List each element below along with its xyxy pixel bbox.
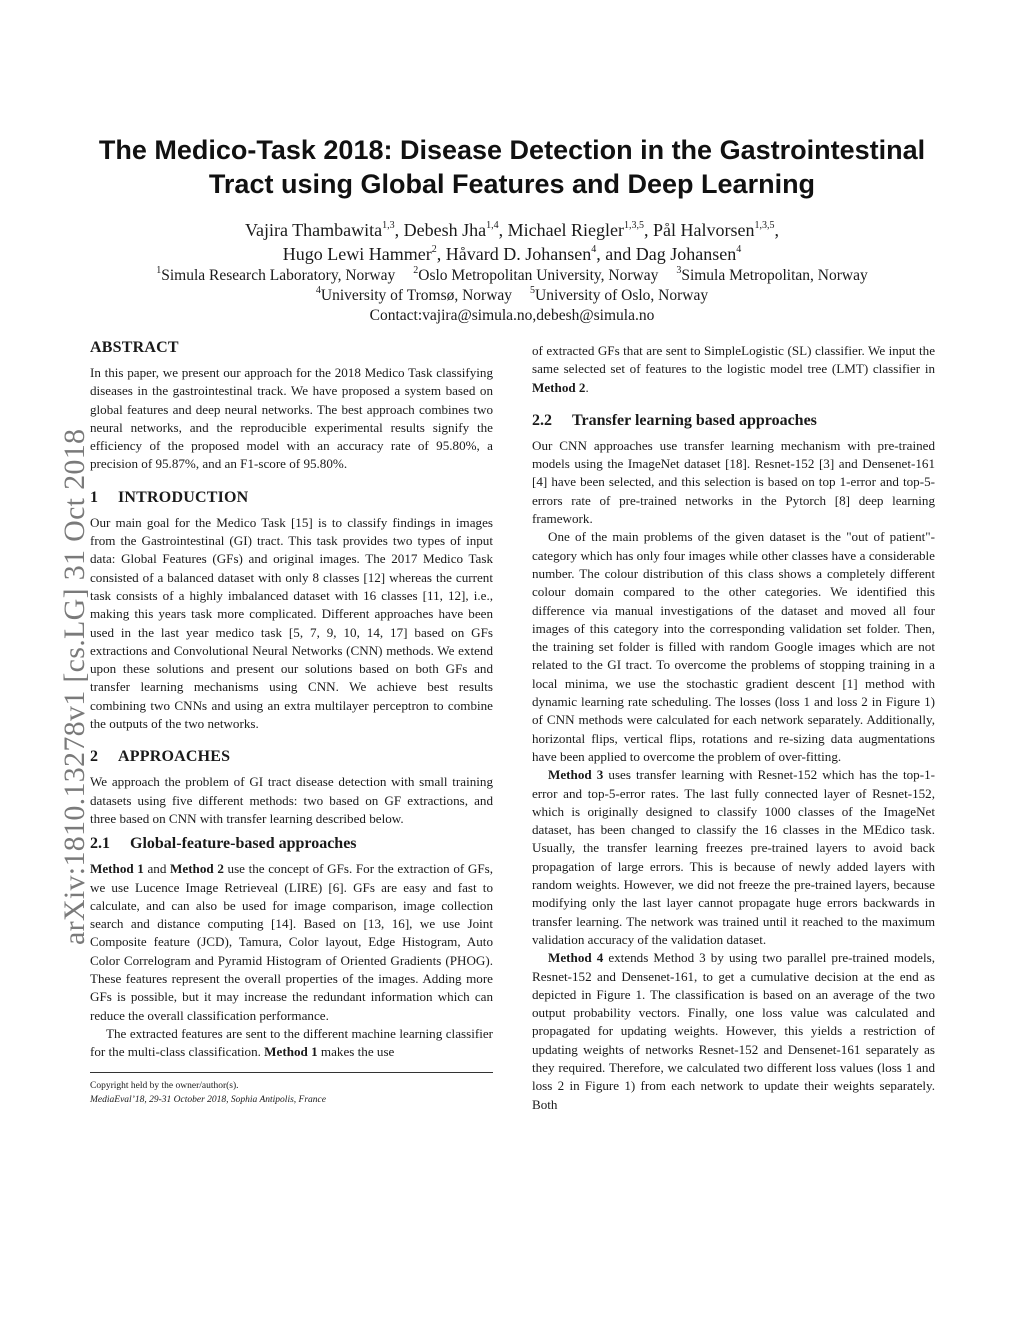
approaches-text: We approach the problem of GI tract disease detection with small training datasets using five different methods: two based on GF extractions, and three based on CNN with transfer learning described below. <box>90 774 493 826</box>
transfer-learning-paragraph-2: One of the main problems of the given dataset is the "out of patient"-category which has only four images while other classes have a considerable number. The colour distribution of this class shows a completely different colour domain compared to the other categories. We identified this difference via manual investigations of the dataset and moved all four images of this category into the corresponding validation set folder. Then, the training set folder is filled with random Google images which are not related to the GI tract. To overcome the problems of stopping training in a local minima, we use the stochastic gradient descent [1] method with dynamic learning rate scheduling. The losses (loss 1 and loss 2 in Figure 1) of CNN methods were calculated for each network separately. Additionally, horizontal flips, vertical flips, rotations and re-sizing data augmentations have been applied to overcome the problem of over-fitting. <box>532 529 935 764</box>
author-name: Håvard D. Johansen <box>445 244 592 264</box>
abstract-text: In this paper, we present our approach for the 2018 Medico Task classifying diseases in the gastrointestinal track. We have proposed a system based on global features and deep neural networks. The best approach combines two neural networks, and the reproducible experimental results signify the efficiency of the proposed model with an accuracy rate of 95.80%, a precision of 95.87%, and an F1-score of 95.80%. <box>90 365 493 472</box>
contact-email[interactable]: Contact:vajira@simula.no,debesh@simula.no <box>369 307 655 324</box>
author-name: Hugo Lewi Hammer <box>282 244 432 264</box>
copyright-note: Copyright held by the owner/author(s). <box>90 1080 239 1091</box>
author-affil-sup: 4 <box>591 244 597 255</box>
author-name: Michael Riegler <box>507 220 625 240</box>
global-features-paragraph-1: Method 1 and Method 2 use the concept of GFs. For the extraction of GFs, we use Lucence Image Retrieveal (LIRE) [6]. GFs are easy and fast to calculate, and can also be used for image comparison, image collection search and distance computing [14]. Based on [13, 16], we use Joint Composite feature (JCD), Tamura, Color layout, Edge Histogram, Auto Color Correlogram and Pyramid Histogram of Oriented Gradients (PHOG). These features represent the overall properties of the images. Adding more GFs is possible, but it may increase the redundant information which can reduce the overall classification performance. <box>90 861 494 1023</box>
venue-note: MediaEval’18, 29-31 October 2018, Sophia Antipolis, France <box>90 1094 326 1105</box>
section-heading-introduction: 1 INTRODUCTION <box>90 488 249 506</box>
author-name: Dag Johansen <box>635 244 737 264</box>
footnote <box>90 1079 493 1107</box>
subsection-heading-global-features: 2.1 Global-feature-based approaches <box>90 835 357 853</box>
author-affil-sup: 4 <box>736 244 742 255</box>
author-affil-sup: 1,3 <box>382 220 395 231</box>
arxiv-id: arXiv:1810.13278v1 [cs.LG] 31 Oct 2018 <box>58 428 91 945</box>
affiliation-line-2: $^4$University of Tromsø, Norway $^5$University of Oslo, Norway <box>315 284 709 304</box>
affiliation: Oslo Metropolitan University, Norway <box>418 267 659 284</box>
author-affil-sup: 1,3,5 <box>624 220 645 231</box>
arxiv-stamp <box>22 350 91 950</box>
global-features-paragraph-2: The extracted features are sent to the different machine learning classifier for the multi-class classification. Method 1 makes the use <box>90 1025 493 1060</box>
author-name: Pål Halvorsen <box>653 220 755 240</box>
abstract-heading: ABSTRACT <box>90 339 179 356</box>
section-heading-approaches: 2 APPROACHES <box>90 748 231 766</box>
footnote-divider <box>90 1072 493 1073</box>
subsection-heading-transfer-learning: 2.2 Transfer learning based approaches <box>532 411 817 429</box>
author-affil-sup: 2 <box>431 244 437 255</box>
title-line-1: The Medico-Task 2018: Disease Detection in the Gastrointestinal <box>98 135 926 165</box>
left-column <box>90 338 493 1107</box>
author-name: Vajira Thambawita <box>244 220 383 240</box>
author-line-1: Vajira Thambawita$^{1,3}$, Debesh Jha$^{1,4}$, Michael Riegler$^{1,3,5}$, Pål Halvorsen$^{1,3,5}$, <box>244 220 780 240</box>
method-4-paragraph: Method 4 extends Method 3 by using two parallel pre-trained models, Resnet-152 and Densenet-161, to get a cumulative decision at the end as depicted in Figure 1. The classification is based on an average of the two output probability vectors. Finally, one loss value was calculated and propagated for updating weights. However, this yields a restriction of updating weights of networks Resnet-152 and Densenet-161 separately as they required. Therefore, we calculated two different loss values (loss 1 and loss 2 in Figure 1) from each network to update their weights separately. Both <box>532 950 935 1112</box>
affiliation: University of Tromsø, Norway <box>320 287 513 304</box>
author-affil-sup: 1,4 <box>486 220 499 231</box>
affiliation: Simula Research Laboratory, Norway <box>161 267 396 284</box>
affiliation-line-1: $^1$Simula Research Laboratory, Norway $^2$Oslo Metropolitan University, Norway $^3$Simula Metropolitan, Norway <box>156 264 868 284</box>
author-affil-sup: 1,3,5 <box>754 220 775 231</box>
affiliation: University of Oslo, Norway <box>535 287 709 304</box>
affiliation: Simula Metropolitan, Norway <box>681 267 868 284</box>
right-column <box>532 342 935 1114</box>
paper-title <box>60 133 964 201</box>
method-3-paragraph: Method 3 uses transfer learning with Resnet-152 which has the top-1-error and top-5-error rates. The last fully connected layer of Resnet-152, which is originally designed to classify 1000 classes of the ImageNet dataset, has been changed to classify the 16 classes in the MEdico task. Usually, the transfer learning freezes pre-trained layers to avoid back propagation of large errors. This is because of newly added layers with random weights. However, we did not freeze the pre-trained layers, because modifying only the last layer cannot propagate huge errors backwards in transfer learning. The network was trained until it reached to the maximum validation accuracy of the validation dataset. <box>532 767 935 947</box>
title-line-2: Tract using Global Features and Deep Learning <box>208 169 816 199</box>
introduction-text: Our main goal for the Medico Task [15] is to classify findings in images from the Gastrointestinal (GI) tract. This task provides two types of input data: Global Features (GFs) and original images. The 2017 Medico Task consisted of a balanced dataset with only 8 classes [12] whereas the current task consists of a highly imbalanced dataset with 16 classes [11, 12], i.e., making this years task more complicated. Different approaches have been used in the last year medico task [5, 7, 9, 10, 14, 17] based on GFs extractions and Convolutional Neural Networks (CNN) methods. We extend upon these solutions and present our solutions based on both GFs and transfer learning mechanisms using CNN. We achieve best results combining two CNNs and using an extra multilayer perceptron to combine the outputs of the two networks. <box>90 514 493 732</box>
transfer-learning-paragraph-1: Our CNN approaches use transfer learning mechanism with pre-trained models using the ImageNet dataset [18]. Resnet-152 [3] and Densenet-161 [4] have been selected, and this selection is based on top 1-error and top-5-errors rate of pre-trained networks in the Pytorch [8] deep learning framework. <box>532 437 935 527</box>
global-features-paragraph-3: of extracted GFs that are sent to SimpleLogistic (SL) classifier. We input the same selected set of features to the logistic model tree (LMT) classifier in Method 2. <box>532 343 935 395</box>
author-name: Debesh Jha <box>403 220 487 240</box>
author-list <box>60 218 964 266</box>
author-line-2: Hugo Lewi Hammer$^2$, Håvard D. Johansen$^4$, and Dag Johansen$^4$ <box>282 244 742 264</box>
affiliations <box>60 266 964 326</box>
